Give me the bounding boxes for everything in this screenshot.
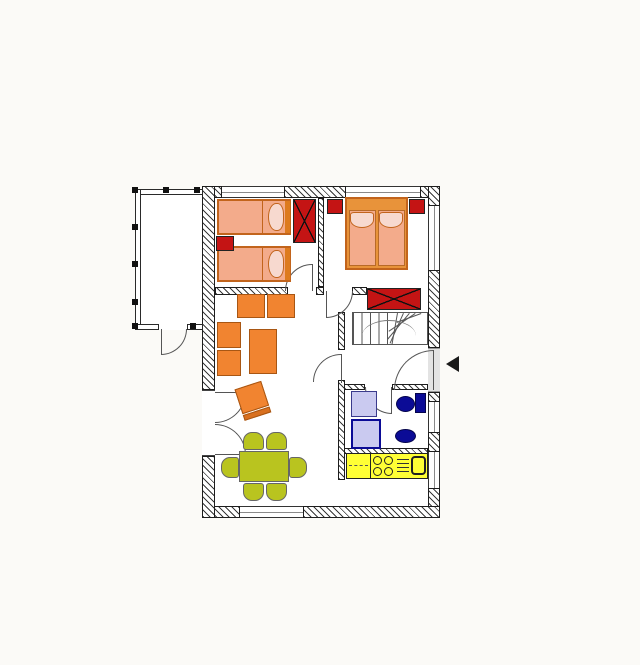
dining-chair	[266, 483, 287, 501]
door-arc-abstellraum	[161, 329, 187, 355]
annex-post	[194, 187, 200, 193]
coffee-table	[249, 329, 277, 374]
drainer-line	[397, 471, 409, 472]
sofa-cushion	[217, 322, 241, 348]
stove-burner	[373, 456, 382, 465]
window-kueche	[428, 452, 440, 488]
dining-chair	[221, 457, 239, 478]
annex-post	[132, 323, 138, 329]
drainer-line	[397, 459, 409, 460]
drainer-line	[397, 467, 409, 468]
annex-wall-top	[135, 189, 203, 195]
washing-machine	[351, 391, 377, 417]
door-leaf-schlafen	[326, 291, 327, 318]
bed-double-pillow-left	[350, 212, 374, 228]
stove-burner	[384, 467, 393, 476]
wall-pier	[316, 287, 324, 295]
dining-table	[239, 451, 289, 482]
toilet-tank	[415, 393, 426, 413]
wall-wohnen-bad	[338, 380, 345, 480]
bed-kind-2-pillow	[268, 250, 284, 278]
window-schlafen-right	[428, 206, 440, 270]
sink-bad	[395, 429, 416, 443]
stove-burner	[373, 467, 382, 476]
nightstand-kind	[216, 236, 234, 251]
bed-double-pillow-right	[379, 212, 403, 228]
wall-left	[202, 186, 215, 390]
sofa-cushion	[267, 294, 295, 318]
annex-post	[190, 323, 196, 329]
wall-right	[428, 270, 440, 348]
bed-kind-2-headboard	[285, 248, 290, 280]
entrance-arrow-icon	[446, 356, 459, 372]
door-leaf-abstellraum	[161, 329, 162, 355]
annex-post	[163, 187, 169, 193]
cabinet-schlafen-left	[327, 199, 343, 214]
wall-pier	[352, 287, 367, 295]
kitchen-counter-divider	[370, 453, 371, 479]
dining-chair	[266, 432, 287, 450]
annex-wall-left	[135, 189, 141, 330]
drainer-line	[397, 463, 409, 464]
shower	[351, 419, 381, 449]
window-wohnen	[240, 506, 303, 518]
cabinet-schlafen-right	[409, 199, 425, 214]
door-leaf-bad	[391, 387, 392, 414]
stove-burner	[384, 456, 393, 465]
bed-kind-1-headboard	[285, 201, 290, 233]
annex-post	[132, 299, 138, 305]
sofa-cushion	[237, 294, 265, 318]
wall-left	[202, 456, 215, 518]
annex-floor	[135, 189, 203, 330]
bed-kind-1-pillow	[268, 203, 284, 231]
wall-right	[428, 392, 440, 402]
door-leaf-wohnen	[341, 354, 342, 383]
balcony-door-opening	[202, 390, 215, 456]
wall-right	[428, 186, 440, 206]
sofa-cushion	[217, 350, 241, 376]
dining-chair	[243, 432, 264, 450]
wall-bottom	[303, 506, 440, 518]
door-leaf-entrance	[433, 350, 434, 390]
toilet-bowl	[396, 396, 415, 412]
kitchen-counter-dashline	[349, 465, 368, 466]
wardrobe-kind	[293, 199, 316, 243]
wall-top	[284, 186, 346, 198]
wall-wohnen-flur	[338, 312, 345, 350]
kitchen-sink	[411, 456, 426, 475]
bed-kind-2-line	[262, 248, 263, 280]
annex-post	[132, 224, 138, 230]
door-leaf-kind	[312, 264, 313, 291]
dining-chair	[243, 483, 264, 501]
window-bad	[428, 402, 440, 432]
annex-post	[132, 187, 138, 193]
annex-wall-bottom	[135, 324, 159, 330]
dining-chair	[289, 457, 307, 478]
wardrobe-schlafen	[367, 288, 421, 310]
annex-post	[132, 261, 138, 267]
wall-kind-schlafen	[318, 198, 324, 287]
window-kind	[222, 186, 284, 198]
wall-right	[428, 432, 440, 452]
bed-kind-1-line	[262, 201, 263, 233]
wall-flur-bad	[344, 384, 365, 390]
